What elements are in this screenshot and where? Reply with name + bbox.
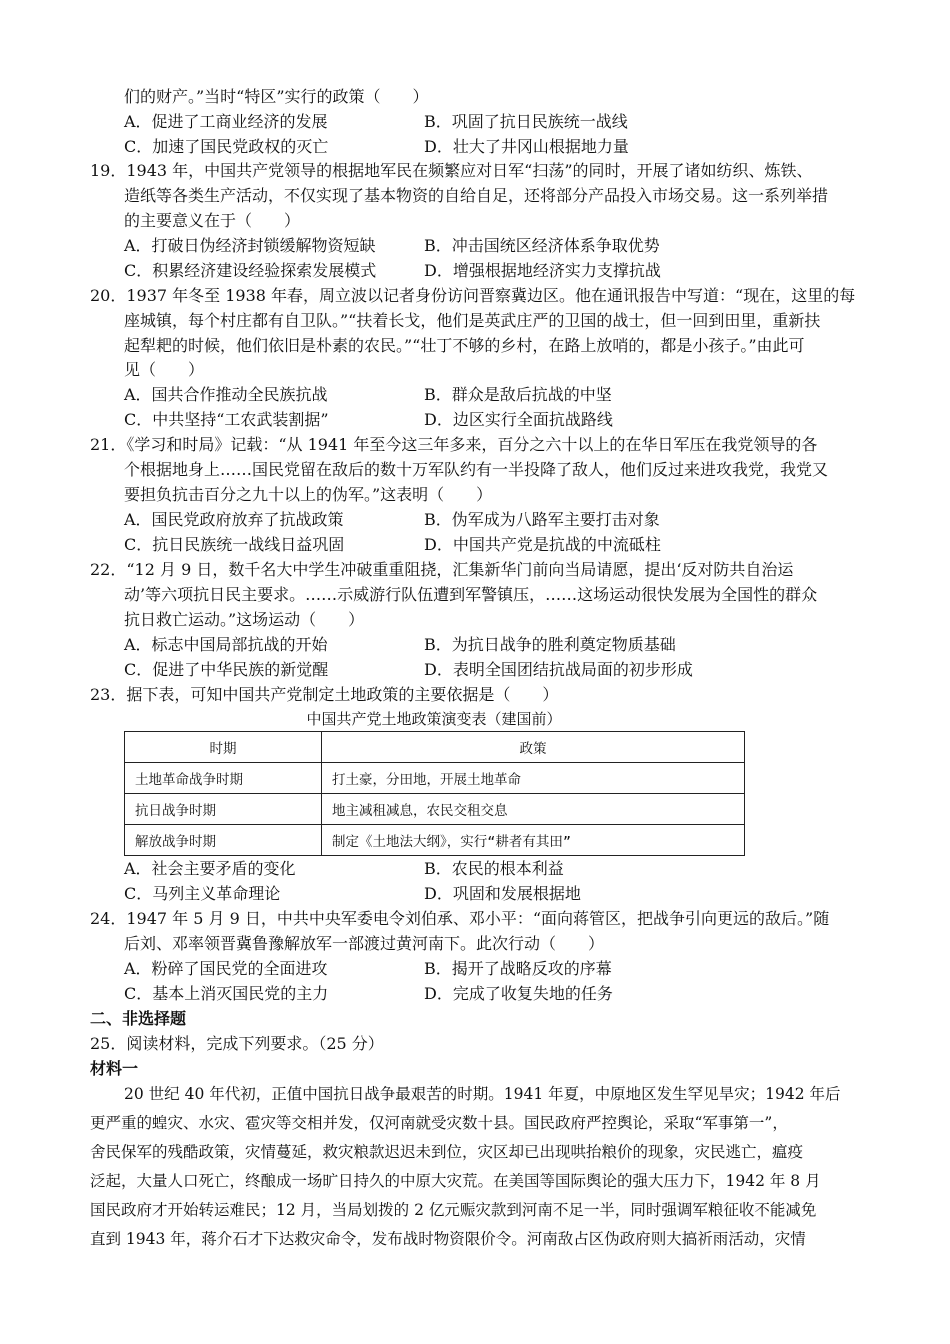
q24-option-d: D．完成了收复失地的任务	[424, 984, 613, 1003]
q23-option-b: B．农民的根本利益	[424, 859, 564, 878]
q23-stem-line1: 23．据下表，可知中国共产党制定土地政策的主要依据是（ ）	[90, 685, 559, 704]
q24-option-a: A．粉碎了国民党的全面进攻	[124, 959, 328, 978]
section-heading: 二、非选择题	[90, 1009, 187, 1028]
q25-stem: 25．阅读材料，完成下列要求。（25 分）	[90, 1034, 384, 1053]
table-caption: 中国共产党土地政策演变表（建国前）	[306, 710, 562, 728]
q24-stem-line2: 后刘、邓率领晋冀鲁豫解放军一部渡过黄河南下。此次行动（ ）	[124, 934, 605, 953]
q19-stem-line2: 造纸等各类生产活动，不仅实现了基本物资的自给自足，还将部分产品投入市场交易。这一系列举措	[124, 186, 829, 205]
q20-stem-line4: 见（ ）	[124, 360, 205, 379]
table-row	[125, 825, 745, 856]
q22-stem-line1: 22．“12 月 9 日，数千名大中学生冲破重重阻挠，汇集新华门前向当局请愿，提出‘反对防共自治运	[90, 560, 794, 579]
q21-stem-line3: 要担负抗击百分之九十以上的伪军。”这表明（ ）	[124, 485, 493, 504]
q19-option-d: D．增强根据地经济实力支撑抗战	[424, 261, 661, 280]
material-line4: 泛起，大量人口死亡，终酿成一场旷日持久的中原大灾荒。在美国等国际舆论的强大压力下，1942 年 8 月	[90, 1172, 821, 1190]
header-period: 时期	[125, 732, 322, 763]
q22-stem-line3: 抗日救亡运动。”这场运动（ ）	[124, 610, 365, 629]
table-header-row	[125, 732, 745, 763]
q21-option-d: D．中国共产党是抗战的中流砥柱	[424, 535, 661, 554]
q20-option-b: B．群众是敌后抗战的中坚	[424, 385, 612, 404]
header-policy: 政策	[322, 732, 745, 763]
row-period: 解放战争时期	[125, 825, 322, 856]
material-title: 材料一	[90, 1059, 139, 1078]
q20-option-a: A．国共合作推动全民族抗战	[124, 385, 328, 404]
q22-option-b: B．为抗日战争的胜利奠定物质基础	[424, 635, 676, 654]
q18-stem-continuation: 们的财产。”当时“特区”实行的政策（ ）	[124, 87, 429, 106]
q21-stem-line1: 21．《学习和时局》记载：“从 1941 年至今这三年多来，百分之六十以上的在华日军压在我党领导的各	[90, 435, 818, 454]
q21-option-b: B．伪军成为八路军主要打击对象	[424, 510, 660, 529]
q18-option-c: C．加速了国民党政权的灭亡	[124, 137, 329, 156]
q18-option-a: A．促进了工商业经济的发展	[124, 112, 328, 131]
q23-option-a: A．社会主要矛盾的变化	[124, 859, 296, 878]
q23-option-c: C．马列主义革命理论	[124, 884, 281, 903]
q24-stem-line1: 24．1947 年 5 月 9 日，中共中央军委电令刘伯承、邓小平：“面向蒋管区，把战争引向更远的敌后。”随	[90, 909, 830, 928]
q20-stem-line2: 座城镇，每个村庄都有自卫队。”“扶着长戈，他们是英武庄严的卫国的战士，但一回到田里，重新扶	[124, 311, 821, 330]
row-period: 土地革命战争时期	[125, 763, 322, 794]
q21-stem-line2: 个根据地身上……国民党留在敌后的数十万军队约有一半投降了敌人，他们反过来进攻我党，我党又	[124, 460, 829, 479]
material-line6: 直到 1943 年，蒋介石才下达救灾命令，发布战时物资限价令。河南敌占区伪政府则大搞祈雨活动，灾情	[90, 1230, 806, 1248]
q19-stem-line1: 19．1943 年，中国共产党领导的根据地军民在频繁应对日军“扫荡”的同时，开展了诸如纺织、炼铁、	[90, 161, 813, 180]
row-policy: 打土豪，分田地，开展土地革命	[322, 763, 745, 794]
land-policy-table	[124, 731, 745, 856]
table-row	[125, 794, 745, 825]
material-line2: 更严重的蝗灾、水灾、雹灾等交相并发，仅河南就受灾数十县。国民政府严控舆论，采取“军事第一”，	[90, 1114, 788, 1132]
q18-option-b: B．巩固了抗日民族统一战线	[424, 112, 628, 131]
q22-option-c: C．促进了中华民族的新觉醒	[124, 660, 329, 679]
q24-option-b: B．揭开了战略反攻的序幕	[424, 959, 612, 978]
material-line1: 20 世纪 40 年代初，正值中国抗日战争最艰苦的时期。1941 年夏，中原地区发生罕见旱灾；1942 年后	[124, 1085, 841, 1103]
q22-option-d: D．表明全国团结抗战局面的初步形成	[424, 660, 693, 679]
q19-stem-line3: 的主要意义在于（ ）	[124, 211, 301, 230]
q23-option-d: D．巩固和发展根据地	[424, 884, 581, 903]
material-line5: 国民政府才开始转运难民；12 月，当局划拨的 2 亿元赈灾款到河南不足一半，同时强调军粮征收不能减免	[90, 1201, 817, 1219]
q20-stem-line3: 起犁耙的时候，他们依旧是朴素的农民。”“壮丁不够的乡村，在路上放哨的，都是小孩子。”由此可	[124, 336, 805, 355]
q22-option-a: A．标志中国局部抗战的开始	[124, 635, 328, 654]
q24-option-c: C．基本上消灭国民党的主力	[124, 984, 329, 1003]
q20-stem-line1: 20．1937 年冬至 1938 年春，周立波以记者身份访问晋察冀边区。他在通讯报告中写道：“现在，这里的每	[90, 286, 856, 305]
q22-stem-line2: 动’等六项抗日民主要求。……示威游行队伍遭到军警镇压，……这场运动很快发展为全国性的群众	[124, 585, 818, 604]
q21-option-c: C．抗日民族统一战线日益巩固	[124, 535, 345, 554]
row-policy: 制定《土地法大纲》，实行“耕者有其田”	[322, 825, 745, 856]
q19-option-a: A．打破日伪经济封锁缓解物资短缺	[124, 236, 376, 255]
q21-option-a: A．国民党政府放弃了抗战政策	[124, 510, 344, 529]
q19-option-b: B．冲击国统区经济体系争取优势	[424, 236, 660, 255]
row-period: 抗日战争时期	[125, 794, 322, 825]
material-line3: 舍民保军的残酷政策，灾情蔓延，救灾粮款迟迟未到位，灾区却已出现哄抬粮价的现象，灾民逃亡，瘟疫	[90, 1143, 804, 1161]
q20-option-c: C．中共坚持“工农武装割据”	[124, 410, 329, 429]
table-row	[125, 763, 745, 794]
q20-option-d: D．边区实行全面抗战路线	[424, 410, 613, 429]
q19-option-c: C．积累经济建设经验探索发展模式	[124, 261, 377, 280]
row-policy: 地主减租减息，农民交租交息	[322, 794, 745, 825]
q18-option-d: D．壮大了井冈山根据地力量	[424, 137, 629, 156]
